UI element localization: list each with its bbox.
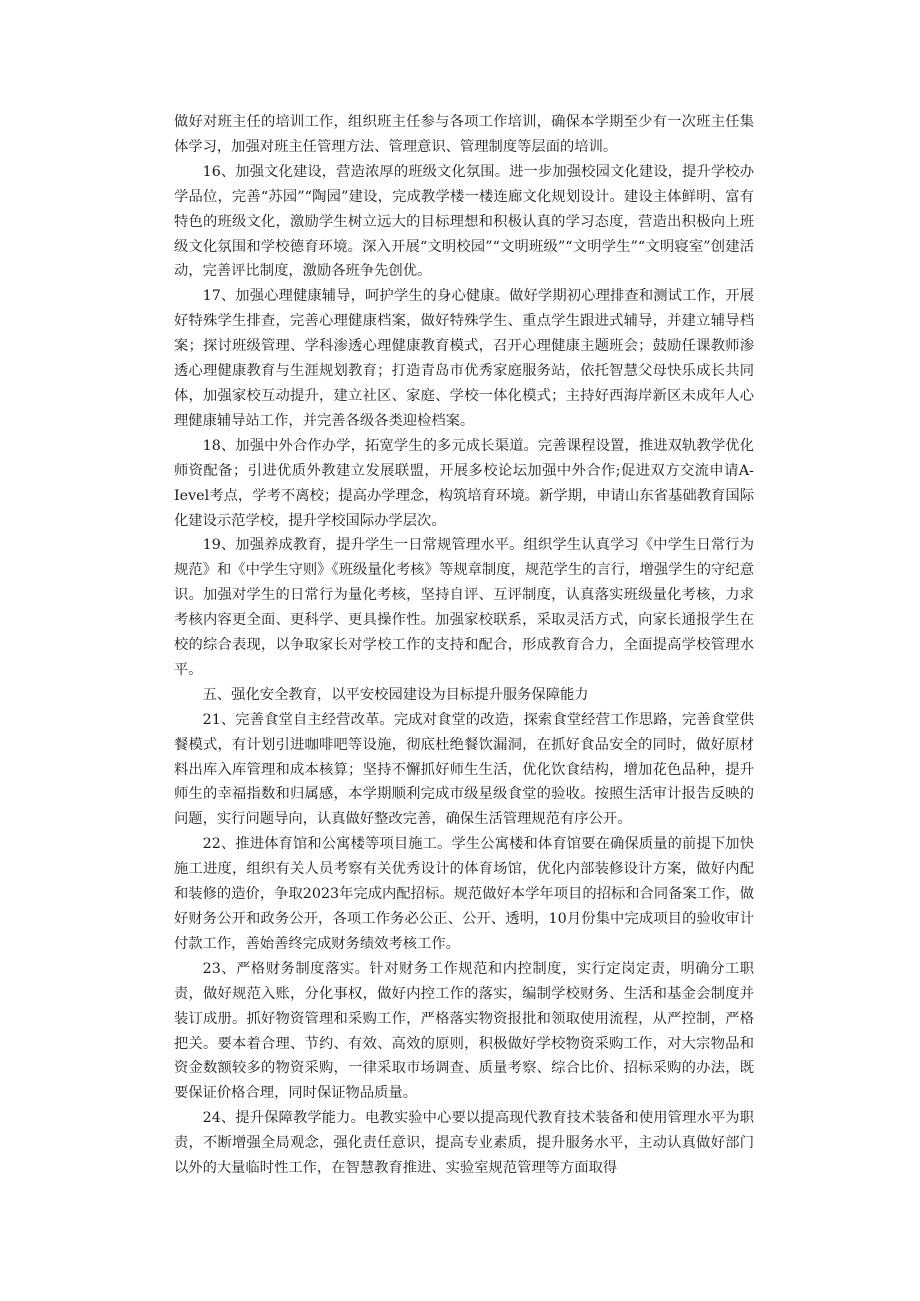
paragraph-19-habit-education: 19、加强养成教育，提升学生一日常规管理水平。组织学生认真学习《中学生日常行为规范》和《中学生守则》《班级量化考核》等规章制度，规范学生的言行，增强学生的守纪意识。加强对学生的日常行为量化考核，坚持自评、互评制度，认真落实班级量化考核，力求考核内容更全面、更科学、更具操作性。加强家校联系，采取灵活方式，向家长通报学生在校的综合表现，以争取家长对学校工作的支持和配合，形成教育合力，全面提高学校管理水平。 <box>174 537 754 678</box>
section-heading-safety-education: 五、强化安全教育，以平安校园建设为目标提升服务保障能力 <box>202 686 589 703</box>
document-body <box>174 110 754 1181</box>
paragraph-24-teaching-support: 24、提升保障教学能力。电教实验中心要以提高现代教育技术装备和使用管理水平为职责，不断增强全局观念，强化责任意识，提高专业素质，提升服务水平，主动认真做好部门以外的大量临时性工作，在智慧教育推进、实验室规范管理等方面取得 <box>174 1110 754 1177</box>
paragraph-18-international-cooperation: 18、加强中外合作办学，拓宽学生的多元成长渠道。完善课程设置，推进双轨教学优化师资配备；引进优质外教建立发展联盟，开展多校论坛加强中外合作;促进双方交流申请A-Ievel考点，学考不离校；提高办学理念，构筑培育环境。新学期，申请山东省基础教育国际化建设示范学校，提升学校国际办学层次。 <box>174 437 754 529</box>
paragraph-21-canteen-reform: 21、完善食堂自主经营改革。完成对食堂的改造，探索食堂经营工作思路，完善食堂供餐模式，有计划引进咖啡吧等设施，彻底杜绝餐饮漏洞，在抓好食品安全的同时，做好原材料出库入库管理和成本核算；坚持不懈抓好师生生活，优化饮食结构，增加花色品种，提升师生的幸福指数和归属感，本学期顺利完成市级星级食堂的验收。按照生活审计报告反映的问题，实行问题导向，认真做好整改完善，确保生活管理规范有序公开。 <box>174 711 754 828</box>
paragraph-class-teacher-training: 做好对班主任的培训工作，组织班主任参与各项工作培训，确保本学期至少有一次班主任集体学习，加强对班主任管理方法、管理意识、管理制度等层面的培训。 <box>174 114 754 155</box>
paragraph-22-construction-projects: 22、推进体育馆和公寓楼等项目施工。学生公寓楼和体育馆要在确保质量的前提下加快施工进度，组织有关人员考察有关优秀设计的体育场馆，优化内部装修设计方案，做好内配和装修的造价，争取2023年完成内配招标。规范做好本学年项目的招标和合同备案工作，做好财务公开和政务公开，各项工作务必公正、公开、透明，10月份集中完成项目的验收审计付款工作，善始善终完成财务绩效考核工作。 <box>174 836 754 952</box>
paragraph-23-finance-system: 23、严格财务制度落实。针对财务工作规范和内控制度，实行定岗定责，明确分工职责，做好规范入账，分化事权，做好内控工作的落实，编制学校财务、生活和基金会制度并装订成册。抓好物资管理和采购工作，严格落实物资报批和领取使用流程，从严控制，严格把关。要本着合理、节约、有效、高效的原则，积极做好学校物资采购工作，对大宗物品和资金数额较多的物资采购，一律采取市场调查、质量考察、综合比价、招标采购的办法，既要保证价格合理，同时保证物品质量。 <box>174 960 754 1102</box>
paragraph-16-culture-building: 16、加强文化建设，营造浓厚的班级文化氛围。进一步加强校园文化建设，提升学校办学品位，完善“苏园”“陶园”建设，完成教学楼一楼连廊文化规划设计。建设主体鲜明、富有特色的班级文化，激励学生树立远大的目标理想和积极认真的学习态度，营造出积极向上班级文化氛围和学校德育环境。深入开展“文明校园”“文明班级”“文明学生”“文明寝室”创建活动，完善评比制度，激励各班争先创优。 <box>174 163 754 280</box>
paragraph-17-mental-health: 17、加强心理健康辅导，呵护学生的身心健康。做好学期初心理排查和测试工作，开展好特殊学生排查，完善心理健康档案，做好特殊学生、重点学生跟进式辅导，并建立辅导档案；探讨班级管理、学科渗透心理健康教育模式，召开心理健康主题班会；鼓励任课教师渗透心理健康教育与生涯规划教育；打造青岛市优秀家庭服务站，依托智慧父母快乐成长共同体，加强家校互动提升，建立社区、家庭、学校一体化模式；主持好西海岸新区未成年人心理健康辅导站工作，并完善各级各类迎检档案。 <box>174 288 754 429</box>
